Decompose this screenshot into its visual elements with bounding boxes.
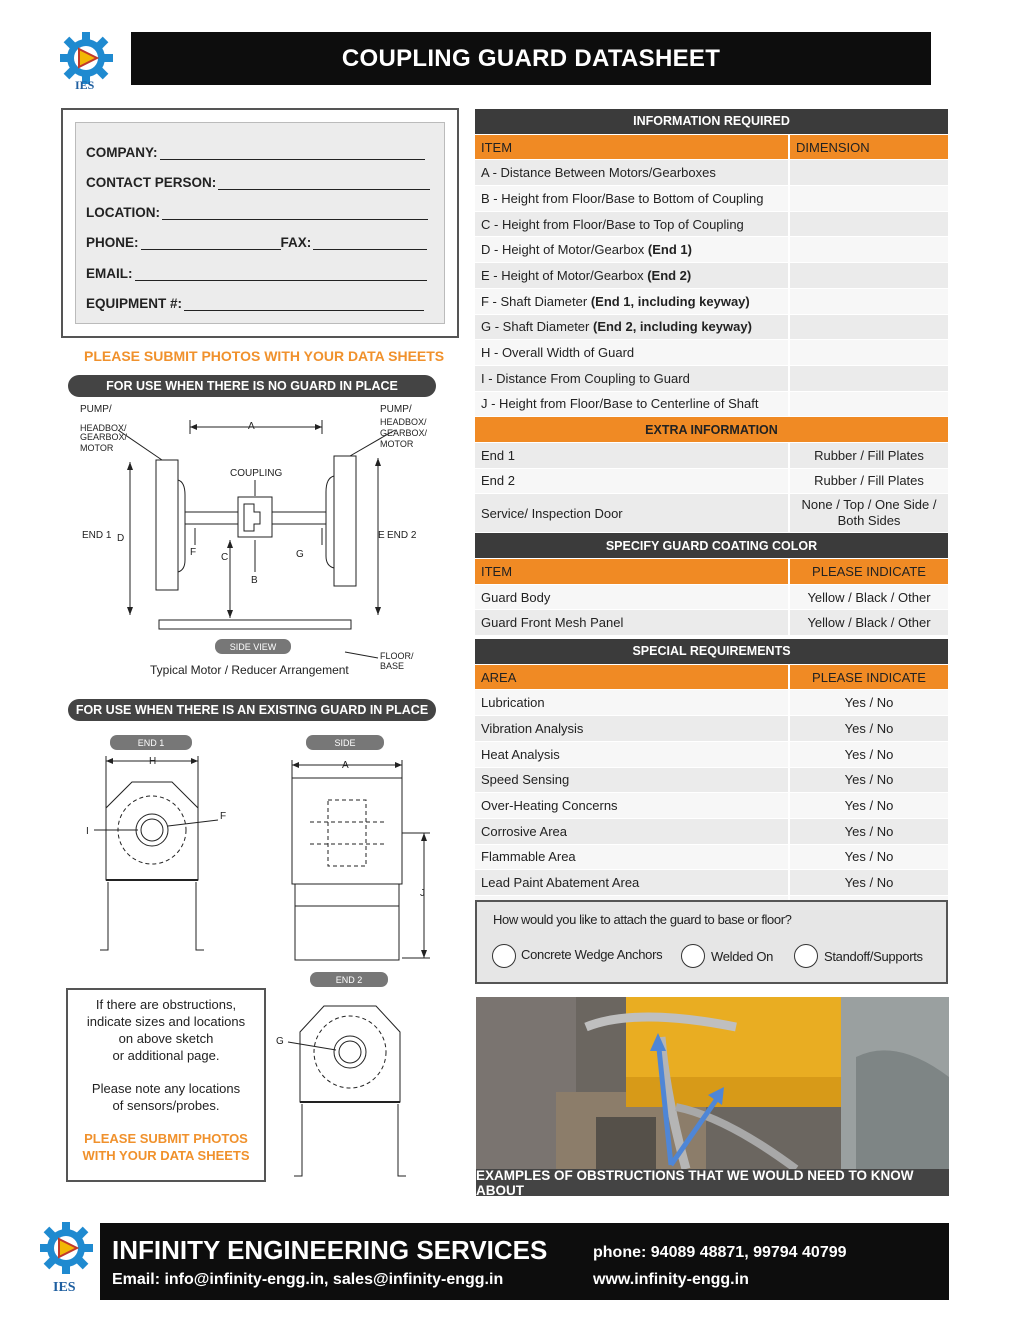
floor-label-2: BASE bbox=[380, 661, 405, 671]
dimension-cell[interactable] bbox=[788, 263, 948, 288]
special-indicate-cell[interactable]: Yes / No bbox=[788, 870, 948, 895]
item-label: F - Shaft Diameter (End 1, including keyway) bbox=[481, 293, 750, 309]
end1-pill: END 1 bbox=[137, 738, 165, 748]
company-logo bbox=[53, 32, 123, 102]
special-row[interactable] bbox=[475, 768, 948, 794]
extra-row-end2[interactable]: End 2 Rubber / Fill Plates bbox=[475, 469, 948, 495]
special-indicate-cell[interactable]: Yes / No bbox=[788, 716, 948, 741]
info-required-header: INFORMATION REQUIRED bbox=[475, 109, 948, 135]
option-standoff-supports: Standoff/Supports bbox=[824, 949, 923, 964]
logo-text: IES bbox=[75, 78, 95, 92]
special-row[interactable] bbox=[475, 690, 948, 716]
item-label: E - Height of Motor/Gearbox (End 2) bbox=[481, 267, 692, 283]
attach-question: How would you like to attach the guard to base or floor? bbox=[493, 912, 792, 927]
datasheet-table bbox=[475, 109, 948, 924]
end1-label: END 1 bbox=[82, 530, 112, 541]
dim-b-label: B bbox=[251, 575, 258, 586]
special-indicate-cell[interactable]: Yes / No bbox=[788, 819, 948, 844]
obstruction-photo bbox=[476, 997, 949, 1169]
special-area-label: Lead Paint Abatement Area bbox=[481, 875, 640, 891]
note-line-3: on above sketch bbox=[118, 1031, 214, 1046]
item-row[interactable] bbox=[475, 315, 948, 341]
dimension-cell[interactable] bbox=[788, 315, 948, 340]
dim-g-label: G bbox=[296, 549, 304, 560]
item-label: A - Distance Between Motors/Gearboxes bbox=[481, 165, 716, 181]
dimension-cell[interactable] bbox=[788, 366, 948, 391]
radio-welded-on[interactable] bbox=[681, 944, 705, 968]
footer-email[interactable]: Email: info@infinity-engg.in, sales@infinity-engg.in bbox=[112, 1271, 504, 1288]
item-label: D - Height of Motor/Gearbox (End 1) bbox=[481, 242, 692, 258]
coating-row-mesh[interactable]: Guard Front Mesh Panel Yellow / Black / Other bbox=[475, 610, 948, 636]
item-row[interactable] bbox=[475, 392, 948, 418]
side-view-pill: SIDE VIEW bbox=[229, 642, 277, 652]
special-area-label: Heat Analysis bbox=[481, 746, 560, 762]
note-line-2: indicate sizes and locations bbox=[86, 1014, 246, 1029]
dimension-cell[interactable] bbox=[788, 237, 948, 262]
item-label: I - Distance From Coupling to Guard bbox=[481, 370, 690, 386]
footer-phone[interactable]: phone: 94089 48871, 99794 40799 bbox=[593, 1244, 847, 1261]
item-label: J - Height from Floor/Base to Centerline of Shaft bbox=[481, 396, 759, 412]
dimension-cell[interactable] bbox=[788, 160, 948, 185]
photo-caption: EXAMPLES OF OBSTRUCTIONS THAT WE WOULD NEED TO KNOW ABOUT bbox=[476, 1169, 949, 1196]
dim-c-label: C bbox=[221, 552, 229, 563]
end2-diagram bbox=[270, 994, 420, 1184]
dim-f-label: F bbox=[190, 547, 197, 558]
special-indicate-cell[interactable]: Yes / No bbox=[788, 690, 948, 715]
special-area-label: Over-Heating Concerns bbox=[481, 798, 618, 814]
special-indicate-cell[interactable]: Yes / No bbox=[788, 845, 948, 870]
special-row[interactable] bbox=[475, 742, 948, 768]
location-field[interactable]: LOCATION: bbox=[86, 205, 428, 220]
footer-bar bbox=[100, 1223, 949, 1300]
email-field[interactable]: EMAIL: bbox=[86, 266, 427, 281]
equipment-field[interactable]: EQUIPMENT #: bbox=[86, 296, 424, 311]
dim-a-label: A bbox=[248, 421, 255, 432]
special-area-label: Vibration Analysis bbox=[481, 720, 584, 736]
special-indicate-cell[interactable]: Yes / No bbox=[788, 742, 948, 767]
dim-d-label: D bbox=[117, 533, 125, 544]
diagram1-caption: Typical Motor / Reducer Arrangement bbox=[150, 663, 349, 677]
existing-guard-pill: FOR USE WHEN THERE IS AN EXISTING GUARD IN PLACE bbox=[68, 699, 436, 721]
pump-right-label-1: PUMP/ bbox=[380, 404, 412, 415]
special-area-label: Speed Sensing bbox=[481, 772, 570, 788]
dimension-cell[interactable] bbox=[788, 340, 948, 365]
item-row[interactable] bbox=[475, 212, 948, 238]
footer-website[interactable]: www.infinity-engg.in bbox=[593, 1271, 749, 1288]
extra-info-header: EXTRA INFORMATION bbox=[475, 417, 948, 443]
dimension-cell[interactable] bbox=[788, 392, 948, 417]
dim-i-label: I bbox=[86, 826, 89, 837]
note-line-1: If there are obstructions, bbox=[95, 997, 237, 1012]
footer-logo-text: IES bbox=[53, 1280, 76, 1295]
item-label: C - Height from Floor/Base to Top of Coupling bbox=[481, 216, 744, 232]
note-line-8: WITH YOUR DATA SHEETS bbox=[82, 1148, 250, 1163]
dim-h-label: H bbox=[149, 756, 157, 767]
coupling-label: COUPLING bbox=[230, 468, 283, 479]
special-area-label: Flammable Area bbox=[481, 849, 576, 865]
item-row[interactable] bbox=[475, 366, 948, 392]
dim-a2-label: A bbox=[342, 760, 349, 771]
obstruction-note-box bbox=[66, 988, 266, 1182]
item-label: G - Shaft Diameter (End 2, including keyway) bbox=[481, 319, 752, 335]
pump-left-label-1: PUMP/ bbox=[80, 404, 112, 415]
extra-row-service-door[interactable]: Service/ Inspection Door None / Top / One Side / Both Sides bbox=[475, 494, 948, 533]
special-area-label: Corrosive Area bbox=[481, 823, 567, 839]
item-row[interactable] bbox=[475, 340, 948, 366]
coating-col-header: ITEM PLEASE INDICATE bbox=[475, 559, 948, 585]
note-line-6: of sensors/probes. bbox=[112, 1098, 220, 1113]
pump-left-label-4: MOTOR bbox=[80, 443, 114, 453]
special-row[interactable] bbox=[475, 819, 948, 845]
pump-right-label-2: HEADBOX/ bbox=[380, 417, 427, 427]
extra-row-end1[interactable]: End 1 Rubber / Fill Plates bbox=[475, 443, 948, 469]
special-row[interactable] bbox=[475, 845, 948, 871]
special-row[interactable] bbox=[475, 793, 948, 819]
pump-right-label-4: MOTOR bbox=[380, 439, 414, 449]
item-label: B - Height from Floor/Base to Bottom of Coupling bbox=[481, 190, 764, 206]
special-area-label: Lubrication bbox=[481, 695, 545, 711]
item-row[interactable] bbox=[475, 263, 948, 289]
option-concrete-anchors: Concrete Wedge Anchors bbox=[521, 947, 663, 962]
coating-header: SPECIFY GUARD COATING COLOR bbox=[475, 533, 948, 559]
pump-left-label-2: HEADBOX/ bbox=[80, 423, 127, 433]
no-guard-pill: FOR USE WHEN THERE IS NO GUARD IN PLACE bbox=[68, 375, 436, 397]
item-label: H - Overall Width of Guard bbox=[481, 345, 635, 361]
item-row[interactable] bbox=[475, 237, 948, 263]
dim-f2-label: F bbox=[220, 811, 227, 822]
note-line-4: or additional page. bbox=[112, 1048, 220, 1063]
submit-photos-note: PLEASE SUBMIT PHOTOS WITH YOUR DATA SHEETS bbox=[84, 348, 445, 364]
coating-row-body[interactable]: Guard Body Yellow / Black / Other bbox=[475, 585, 948, 611]
dim-j-label: J bbox=[420, 888, 425, 899]
phone-field[interactable]: PHONE: FAX: bbox=[86, 235, 427, 250]
contact-person-field[interactable]: CONTACT PERSON: bbox=[86, 175, 430, 190]
special-indicate-cell[interactable]: Yes / No bbox=[788, 793, 948, 818]
company-field[interactable]: COMPANY: bbox=[86, 145, 425, 160]
option-welded-on: Welded On bbox=[711, 949, 774, 964]
dim-g2-label: G bbox=[276, 1036, 284, 1047]
radio-concrete-anchors[interactable] bbox=[492, 944, 516, 968]
special-indicate-cell[interactable]: Yes / No bbox=[788, 768, 948, 793]
dimension-cell[interactable] bbox=[788, 186, 948, 211]
dimension-cell[interactable] bbox=[788, 289, 948, 314]
radio-standoff-supports[interactable] bbox=[794, 944, 818, 968]
attachment-question-box bbox=[475, 900, 948, 984]
item-row[interactable] bbox=[475, 289, 948, 315]
item-dimension-header: ITEM DIMENSION bbox=[475, 135, 948, 161]
dimension-cell[interactable] bbox=[788, 212, 948, 237]
floor-label-1: FLOOR/ bbox=[380, 651, 414, 661]
end2-pill: END 2 bbox=[335, 975, 363, 985]
note-line-7: PLEASE SUBMIT PHOTOS bbox=[84, 1131, 248, 1146]
item-row[interactable] bbox=[475, 186, 948, 212]
special-col-header: AREA PLEASE INDICATE bbox=[475, 665, 948, 691]
pump-right-label-3: GEARBOX/ bbox=[380, 428, 428, 438]
special-req-header: SPECIAL REQUIREMENTS bbox=[475, 639, 948, 665]
contact-info-form bbox=[61, 108, 459, 338]
pump-left-label-3: GEARBOX/ bbox=[80, 432, 128, 442]
end2-label: END 2 bbox=[387, 530, 417, 541]
special-row[interactable] bbox=[475, 716, 948, 742]
dim-e-label: E bbox=[378, 530, 385, 541]
footer-company-name: INFINITY ENGINEERING SERVICES bbox=[112, 1235, 548, 1265]
existing-guard-diagram bbox=[80, 730, 450, 990]
side-pill: SIDE bbox=[334, 738, 356, 748]
note-line-5: Please note any locations bbox=[91, 1081, 241, 1096]
footer-logo bbox=[33, 1222, 103, 1295]
special-row[interactable] bbox=[475, 870, 948, 896]
page-title: COUPLING GUARD DATASHEET bbox=[131, 32, 931, 85]
item-row[interactable] bbox=[475, 160, 948, 186]
side-view-diagram bbox=[60, 400, 460, 685]
